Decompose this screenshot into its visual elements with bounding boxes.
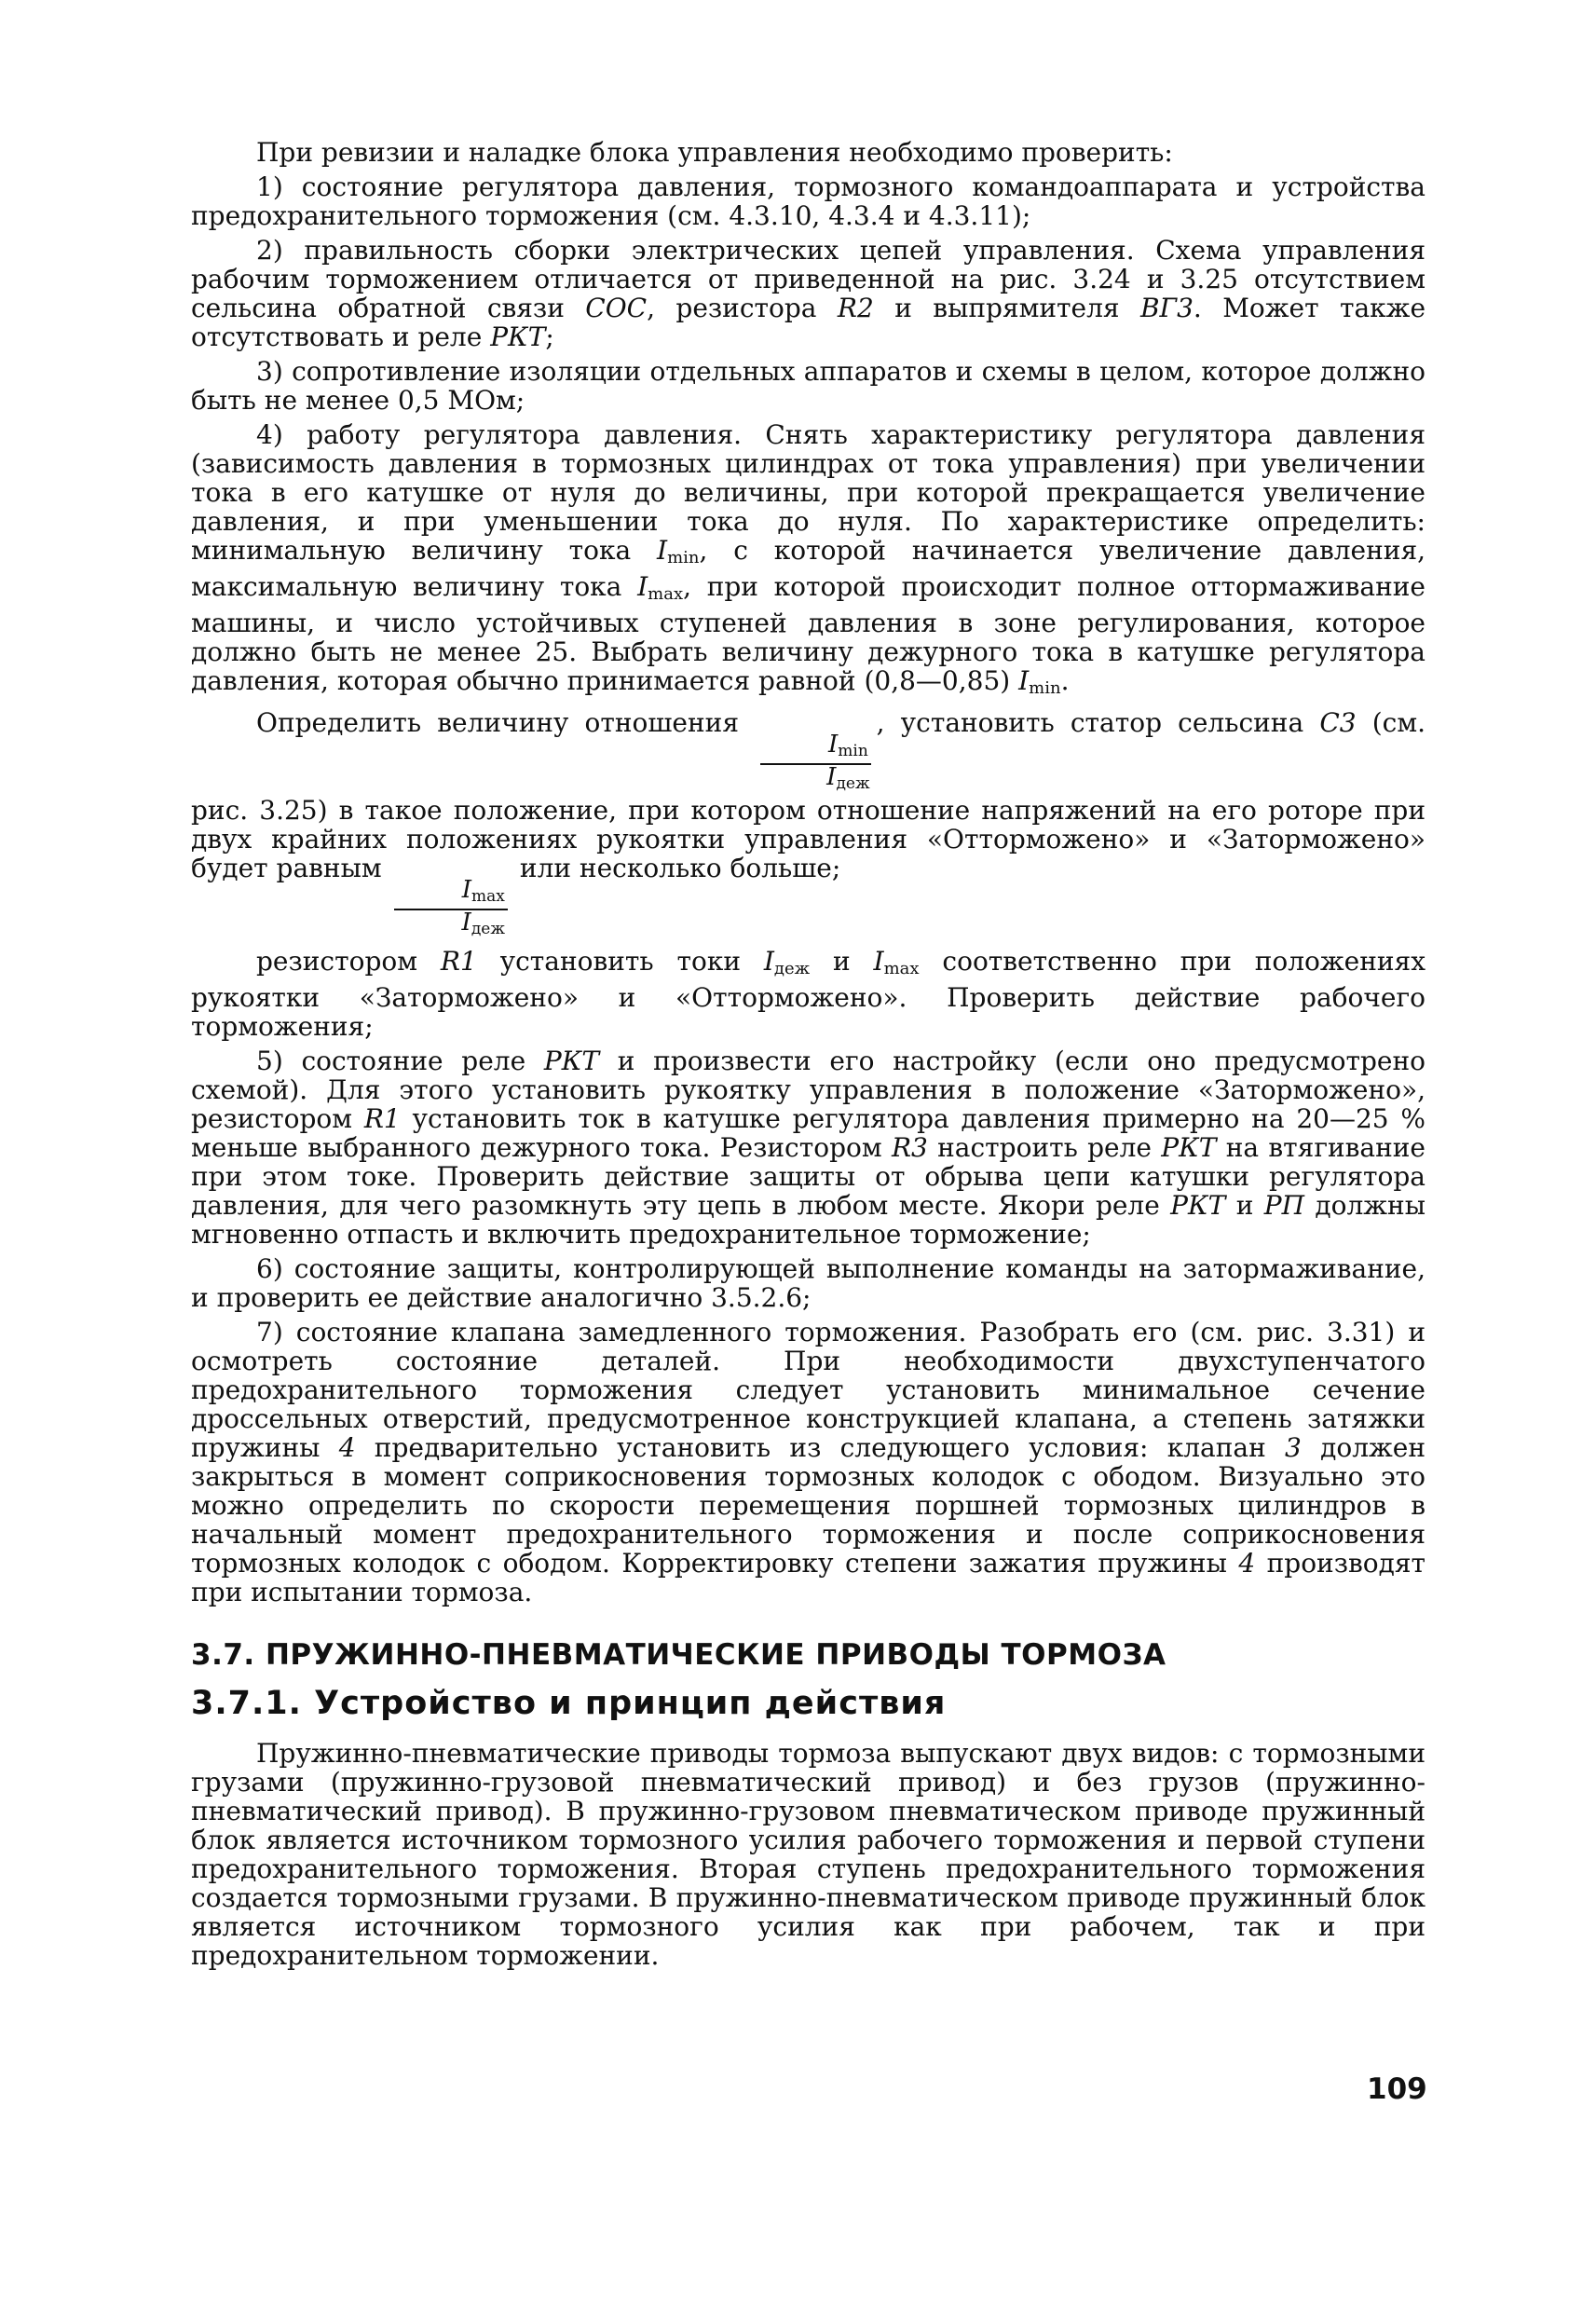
list-item-1: 1) состояние регулятора давления, тормозного командоаппарата и устройства предохранительного торможения (см. 4.3.10, 4.3.4 и 4.3.11); (191, 171, 1425, 231)
intro-paragraph: При ревизии и наладке блока управления необходимо проверить: (256, 137, 1173, 168)
list-item-5: 5) состояние реле РКТ и произвести его настройку (если оно предусмотрено схемой). Для этого установить рукоятку управления в положение «Заторможено», резистором R1 установить ток в катушке регулятора давления примерно на 20—25 % меньше выбранного дежурного тока. Резистором R3 настроить реле РКТ на втягивание при этом токе. Проверить действие защиты от обрыва цепи катушки регулятора давления, для чего разомкнуть эту цепь в любом месте. Якори реле РКТ и РП должны мгновенно отпасть и включить предохранительное торможение; (191, 1046, 1426, 1250)
page-number: 109 (1367, 2072, 1427, 2106)
list-item-7: 7) состояние клапана замедленного торможения. Разобрать его (см. рис. 3.31) и осмотреть состояние деталей. При необходимости двухступенчатого предохранительного торможения следует установить минимальное сечение дроссельных отверстий, предусмотренное конструкцией клапана, а степень затяжки пружины 4 предварительно установить из следующего условия: клапан 3 должен закрыться в момент соприкосновения тормозных колодок с ободом. Визуально это можно определить по скорости перемещения поршней тормозных цилиндров в начальный момент предохранительного торможения и после соприкосновения тормозных колодок с ободом. Корректировку степени зажатия пружины 4 производят при испытании тормоза. (191, 1317, 1426, 1607)
subsection-heading: 3.7.1. Устройство и принцип действия (191, 1685, 947, 1722)
list-item-6: 6) состояние защиты, контролирующей выполнение команды на затормаживание, и проверить ее действие аналогично 3.5.2.6; (191, 1253, 1425, 1313)
symbol-i-min: $I_{min}$ (657, 535, 700, 567)
symbol-i-min: $I_{min}$ (1018, 665, 1061, 698)
symbol-i-dezh: $I_{деж}$ (763, 946, 811, 978)
fraction-imin-over-idezh: $\frac{I_{min}}{I_{деж}}$ (758, 732, 872, 796)
page-content (191, 138, 1425, 1976)
symbol-i-max: $I_{max}$ (637, 571, 684, 604)
resistor-paragraph: резистором R1 установить токи $I_{деж}$ и $I_{max}$ соответственно при положениях рукоятки «Заторможено» и «Отторможено». Проверить действие рабочего торможения; (191, 946, 1426, 1042)
final-paragraph: Пружинно-пневматические приводы тормоза выпускают двух видов: с тормозными грузами (пружинно-грузовой пневматический привод) и без грузов (пружинно-пневматический привод). В пружинно-грузовом пневматическом приводе пружинный блок является источником тормозного усилия рабочего торможения и первой ступени предохранительного торможения. Вторая ступень предохранительного торможения создается тормозными грузами. В пружинно-пневматическом приводе пружинный блок является источником тормозного усилия как при рабочем, так и при предохранительном торможении. (191, 1738, 1425, 1971)
fraction-imax-over-idezh: $\frac{I_{max}}{I_{деж}}$ (394, 878, 508, 941)
list-item-2: 2) правильность сборки электрических цепей управления. Схема управления рабочим торможением отличается от приведенной на рис. 3.24 и 3.25 отсутствием сельсина обратной связи СОС, резистора R2 и выпрямителя ВГ3. Может также отсутствовать и реле РКТ; (191, 235, 1426, 352)
list-item-3: 3) сопротивление изоляции отдельных аппаратов и схемы в целом, которое должно быть не менее 0,5 МОм; (191, 356, 1425, 416)
ratio-paragraph: Определить величину отношения $\frac{I_{min}}{I_{деж}}$ , установить статор сельсина С3 (см. рис. 3.25) в такое положение, при котором отношение напряжений на его роторе при двух крайних положениях рукоятки управления «Отторможено» и «Заторможено» будет равным $\frac{I_{max}}{I_{деж}}$ или несколько больше; (191, 708, 1425, 941)
symbol-i-max: $I_{max}$ (873, 946, 920, 978)
section-heading: 3.7. ПРУЖИННО-ПНЕВМАТИЧЕСКИЕ ПРИВОДЫ ТОРМОЗА (191, 1638, 1166, 1672)
list-item-4: 4) работу регулятора давления. Снять характеристику регулятора давления (зависимость давления в тормозных цилиндрах от тока управления) при увеличении тока в его катушке от нуля до величины, при которой прекращается увеличение давления, и при уменьшении тока до нуля. По характеристике определить: минимальную величину тока $I_{min}$, с которой начинается увеличение давления, максимальную величину тока $I_{max}$, при которой происходит полное оттормаживание машины, и число устойчивых ступеней давления в зоне регулирования, которое должно быть не менее 25. Выбрать величину дежурного тока в катушке регулятора давления, которая обычно принимается равной (0,8—0,85) $I_{min}$. (191, 419, 1426, 698)
